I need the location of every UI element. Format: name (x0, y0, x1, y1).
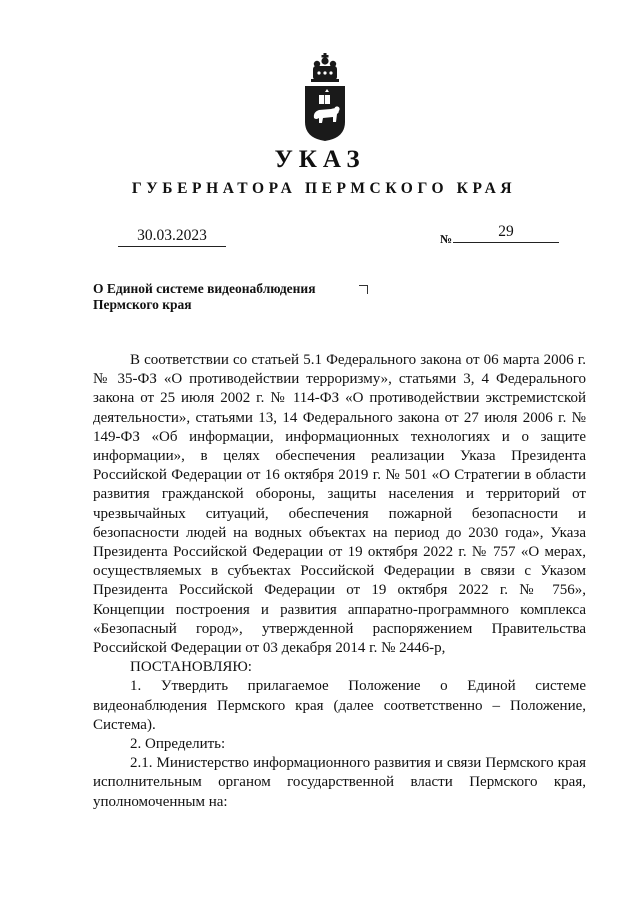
coat-of-arms-icon (299, 52, 351, 142)
document-number: 29 (453, 222, 559, 243)
document-date: 30.03.2023 (118, 226, 226, 247)
document-title: УКАЗ (274, 146, 366, 173)
document-subject (93, 281, 316, 313)
document-body (93, 351, 586, 812)
subject-line-2: Пермского края (93, 297, 192, 312)
paragraph-decree: ПОСТАНОВЛЯЮ: (130, 659, 252, 676)
document-subtitle: ГУБЕРНАТОРА ПЕРМСКОГО КРАЯ (131, 180, 517, 197)
paragraph-preamble: В соответствии со статьей 5.1 Федерального закона от 06 марта 2006 г. № 35-ФЗ «О противодействии терроризму», статьями 3, 4 Федерального закона от 25 июля 2002 г. № 114-ФЗ «О противодействии экстремистской деятельности», статьями 13, 14 Федерального закона от 27 июля 2006 г. № 149-ФЗ «Об информации, информационных технологиях и о защите информации», в целях обеспечения реализации Указа Президента Российской Федерации от 16 октября 2019 г. № 501 «О Стратегии в области развития гражданской обороны, защиты населения и территорий от чрезвычайных ситуаций, обеспечения пожарной безопасности и безопасности людей на водных объектах на период до 2030 года», Указа Президента Российской Федерации от 19 октября 2022 г. № 757 «О мерах, осуществляемых в субъектах Российской Федерации в связи с Указом Президента Российской Федерации от 19 октября 2022 г. № 756», Концепции построения и развития аппаратно-программного комплекса «Безопасный город», утвержденной распоряжением Правительства Российской Федерации от 03 декабря 2014 г. № 2446-р, (93, 352, 586, 657)
number-label: № (440, 232, 453, 246)
paragraph-item-2-1: 2.1. Министерство информационного развития и связи Пермского края исполнительным органом государственной власти Пермского края, уполномоченным на: (93, 755, 586, 810)
paragraph-item-2: 2. Определить: (130, 736, 226, 753)
paragraph-item-1: 1. Утвердить прилагаемое Положение о Единой системе видеонаблюдения Пермского края (далее соответственно – Положение, Система). (93, 678, 586, 733)
corner-bracket-icon (359, 285, 368, 294)
subject-line-1: О Единой системе видеонаблюдения (93, 281, 316, 296)
